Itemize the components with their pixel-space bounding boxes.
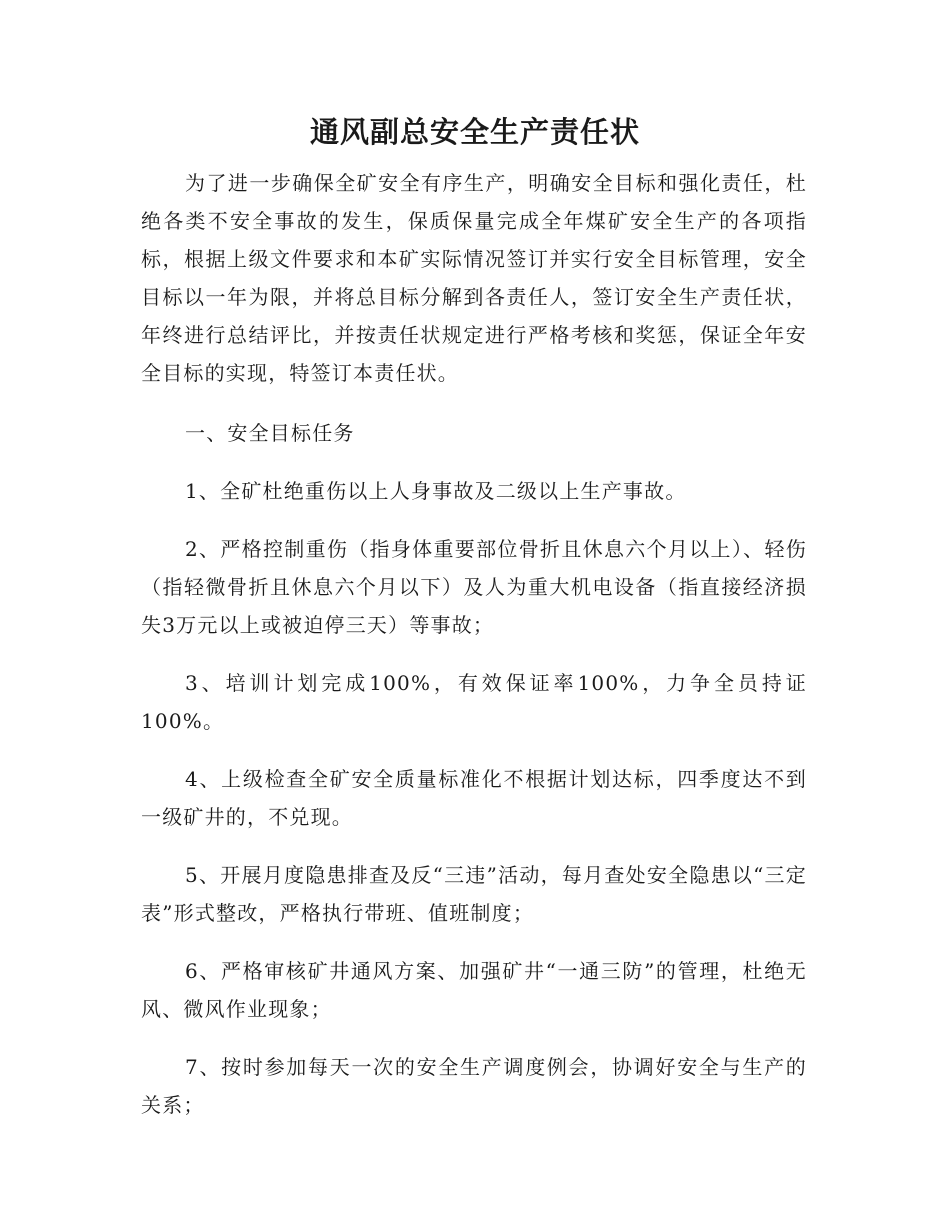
document-title: 通风副总安全生产责任状 [309, 115, 640, 149]
list-item: 6、严格审核矿井通风方案、加强矿井“一通三防”的管理，杜绝无风、微风作业现象； [141, 959, 807, 1021]
list-item: 3、培训计划完成100%，有效保证率100%，力争全员持证100%。 [141, 671, 807, 733]
list-item: 7、按时参加每天一次的安全生产调度例会，协调好安全与生产的关系； [141, 1055, 807, 1117]
document-body [141, 164, 807, 1144]
list-item: 4、上级检查全矿安全质量标准化不根据计划达标，四季度达不到一级矿井的，不兑现。 [141, 767, 807, 829]
list-item: 1、全矿杜绝重伤以上人身事故及二级以上生产事故。 [185, 479, 687, 503]
intro-paragraph: 为了进一步确保全矿安全有序生产，明确安全目标和强化责任，杜绝各类不安全事故的发生，保质保量完成全年煤矿安全生产的各项指标，根据上级文件要求和本矿实际情况签订并实行安全目标管理，安全目标以一年为限，并将总目标分解到各责任人，签订安全生产责任状，年终进行总结评比，并按责任状规定进行严格考核和奖惩，保证全年安全目标的实现，特签订本责任状。 [141, 171, 807, 385]
list-item: 2、严格控制重伤（指身体重要部位骨折且休息六个月以上）、轻伤（指轻微骨折且休息六个月以下）及人为重大机电设备（指直接经济损失3万元以上或被迫停三天）等事故； [141, 537, 807, 637]
list-item: 5、开展月度隐患排查及反“三违”活动，每月查处安全隐患以“三定表”形式整改，严格执行带班、值班制度； [141, 863, 807, 925]
section-heading: 一、安全目标任务 [185, 421, 355, 445]
